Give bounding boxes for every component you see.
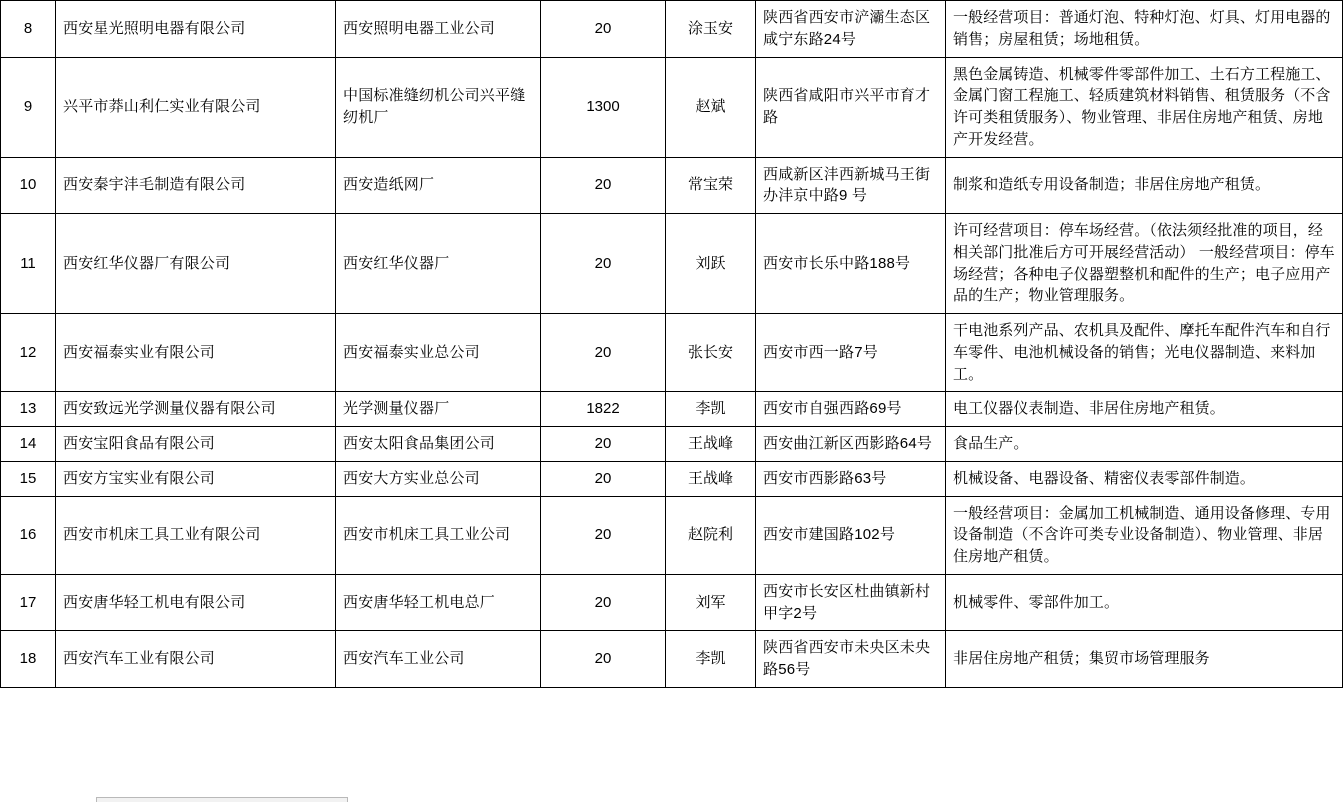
business-scope: 机械设备、电器设备、精密仪表零部件制造。 bbox=[946, 461, 1343, 496]
table-row bbox=[1, 392, 1343, 427]
company-name: 西安红华仪器厂有限公司 bbox=[56, 214, 336, 314]
company-name: 西安方宝实业有限公司 bbox=[56, 461, 336, 496]
company-name: 西安汽车工业有限公司 bbox=[56, 631, 336, 688]
legal-representative: 王战峰 bbox=[666, 427, 756, 462]
table-row bbox=[1, 631, 1343, 688]
legal-representative: 张长安 bbox=[666, 314, 756, 392]
status-bar-tab bbox=[96, 797, 348, 802]
legal-representative: 刘跃 bbox=[666, 214, 756, 314]
business-scope: 一般经营项目：普通灯泡、特种灯泡、灯具、灯用电器的销售；房屋租赁；场地租赁。 bbox=[946, 1, 1343, 58]
table-row bbox=[1, 427, 1343, 462]
address: 西安市建国路102号 bbox=[756, 496, 946, 574]
address: 陕西省西安市浐灞生态区咸宁东路24号 bbox=[756, 1, 946, 58]
legal-representative: 常宝荣 bbox=[666, 157, 756, 214]
original-name: 西安太阳食品集团公司 bbox=[336, 427, 541, 462]
registered-capital: 20 bbox=[541, 157, 666, 214]
company-name: 西安唐华轻工机电有限公司 bbox=[56, 574, 336, 631]
original-name: 中国标准缝纫机公司兴平缝纫机厂 bbox=[336, 57, 541, 157]
legal-representative: 李凯 bbox=[666, 392, 756, 427]
business-scope: 机械零件、零部件加工。 bbox=[946, 574, 1343, 631]
registered-capital: 20 bbox=[541, 631, 666, 688]
address: 西安市长安区杜曲镇新村甲字2号 bbox=[756, 574, 946, 631]
registered-capital: 20 bbox=[541, 427, 666, 462]
row-index: 18 bbox=[1, 631, 56, 688]
table-row bbox=[1, 461, 1343, 496]
row-index: 8 bbox=[1, 1, 56, 58]
original-name: 西安造纸网厂 bbox=[336, 157, 541, 214]
legal-representative: 涂玉安 bbox=[666, 1, 756, 58]
address: 西咸新区沣西新城马王街办沣京中路9 号 bbox=[756, 157, 946, 214]
address: 西安曲江新区西影路64号 bbox=[756, 427, 946, 462]
legal-representative: 李凯 bbox=[666, 631, 756, 688]
business-scope: 制浆和造纸专用设备制造；非居住房地产租赁。 bbox=[946, 157, 1343, 214]
table-row bbox=[1, 574, 1343, 631]
original-name: 西安唐华轻工机电总厂 bbox=[336, 574, 541, 631]
row-index: 14 bbox=[1, 427, 56, 462]
row-index: 15 bbox=[1, 461, 56, 496]
table-row bbox=[1, 1, 1343, 58]
company-name: 西安星光照明电器有限公司 bbox=[56, 1, 336, 58]
original-name: 西安市机床工具工业公司 bbox=[336, 496, 541, 574]
address: 西安市长乐中路188号 bbox=[756, 214, 946, 314]
company-name: 西安宝阳食品有限公司 bbox=[56, 427, 336, 462]
row-index: 9 bbox=[1, 57, 56, 157]
original-name: 西安红华仪器厂 bbox=[336, 214, 541, 314]
address: 西安市自强西路69号 bbox=[756, 392, 946, 427]
address: 陕西省咸阳市兴平市育才路 bbox=[756, 57, 946, 157]
table-body bbox=[1, 1, 1343, 688]
table-row bbox=[1, 157, 1343, 214]
business-scope: 一般经营项目：金属加工机械制造、通用设备修理、专用设备制造（不含许可类专业设备制造）、物业管理、非居住房地产租赁。 bbox=[946, 496, 1343, 574]
address: 陕西省西安市未央区未央路56号 bbox=[756, 631, 946, 688]
company-name: 西安福泰实业有限公司 bbox=[56, 314, 336, 392]
registered-capital: 20 bbox=[541, 461, 666, 496]
business-scope: 许可经营项目：停车场经营。（依法须经批准的项目，经相关部门批准后方可开展经营活动） 一般经营项目：停车场经营；各种电子仪器塑整机和配件的生产；电子应用产品的生产；物业管理服务。 bbox=[946, 214, 1343, 314]
table-row bbox=[1, 496, 1343, 574]
legal-representative: 赵斌 bbox=[666, 57, 756, 157]
table-row bbox=[1, 214, 1343, 314]
original-name: 西安照明电器工业公司 bbox=[336, 1, 541, 58]
registered-capital: 1822 bbox=[541, 392, 666, 427]
address: 西安市西影路63号 bbox=[756, 461, 946, 496]
original-name: 西安大方实业总公司 bbox=[336, 461, 541, 496]
address: 西安市西一路7号 bbox=[756, 314, 946, 392]
registered-capital: 20 bbox=[541, 574, 666, 631]
registered-capital: 20 bbox=[541, 496, 666, 574]
original-name: 西安福泰实业总公司 bbox=[336, 314, 541, 392]
row-index: 10 bbox=[1, 157, 56, 214]
business-scope: 非居住房地产租赁；集贸市场管理服务 bbox=[946, 631, 1343, 688]
row-index: 16 bbox=[1, 496, 56, 574]
business-scope: 电工仪器仪表制造、非居住房地产租赁。 bbox=[946, 392, 1343, 427]
business-scope: 食品生产。 bbox=[946, 427, 1343, 462]
registered-capital: 20 bbox=[541, 1, 666, 58]
original-name: 光学测量仪器厂 bbox=[336, 392, 541, 427]
company-name: 西安市机床工具工业有限公司 bbox=[56, 496, 336, 574]
row-index: 17 bbox=[1, 574, 56, 631]
table-row bbox=[1, 314, 1343, 392]
original-name: 西安汽车工业公司 bbox=[336, 631, 541, 688]
legal-representative: 刘军 bbox=[666, 574, 756, 631]
company-name: 西安致远光学测量仪器有限公司 bbox=[56, 392, 336, 427]
company-name: 兴平市莽山利仁实业有限公司 bbox=[56, 57, 336, 157]
row-index: 13 bbox=[1, 392, 56, 427]
business-scope: 干电池系列产品、农机具及配件、摩托车配件汽车和自行车零件、电池机械设备的销售；光电仪器制造、来料加工。 bbox=[946, 314, 1343, 392]
registered-capital: 1300 bbox=[541, 57, 666, 157]
business-scope: 黑色金属铸造、机械零件零部件加工、土石方工程施工、金属门窗工程施工、轻质建筑材料销售、租赁服务（不含许可类租赁服务）、物业管理、非居住房地产租赁、房地产开发经营。 bbox=[946, 57, 1343, 157]
registered-capital: 20 bbox=[541, 314, 666, 392]
table-row bbox=[1, 57, 1343, 157]
company-name: 西安秦宇沣毛制造有限公司 bbox=[56, 157, 336, 214]
legal-representative: 赵院利 bbox=[666, 496, 756, 574]
legal-representative: 王战峰 bbox=[666, 461, 756, 496]
row-index: 11 bbox=[1, 214, 56, 314]
row-index: 12 bbox=[1, 314, 56, 392]
registered-capital: 20 bbox=[541, 214, 666, 314]
